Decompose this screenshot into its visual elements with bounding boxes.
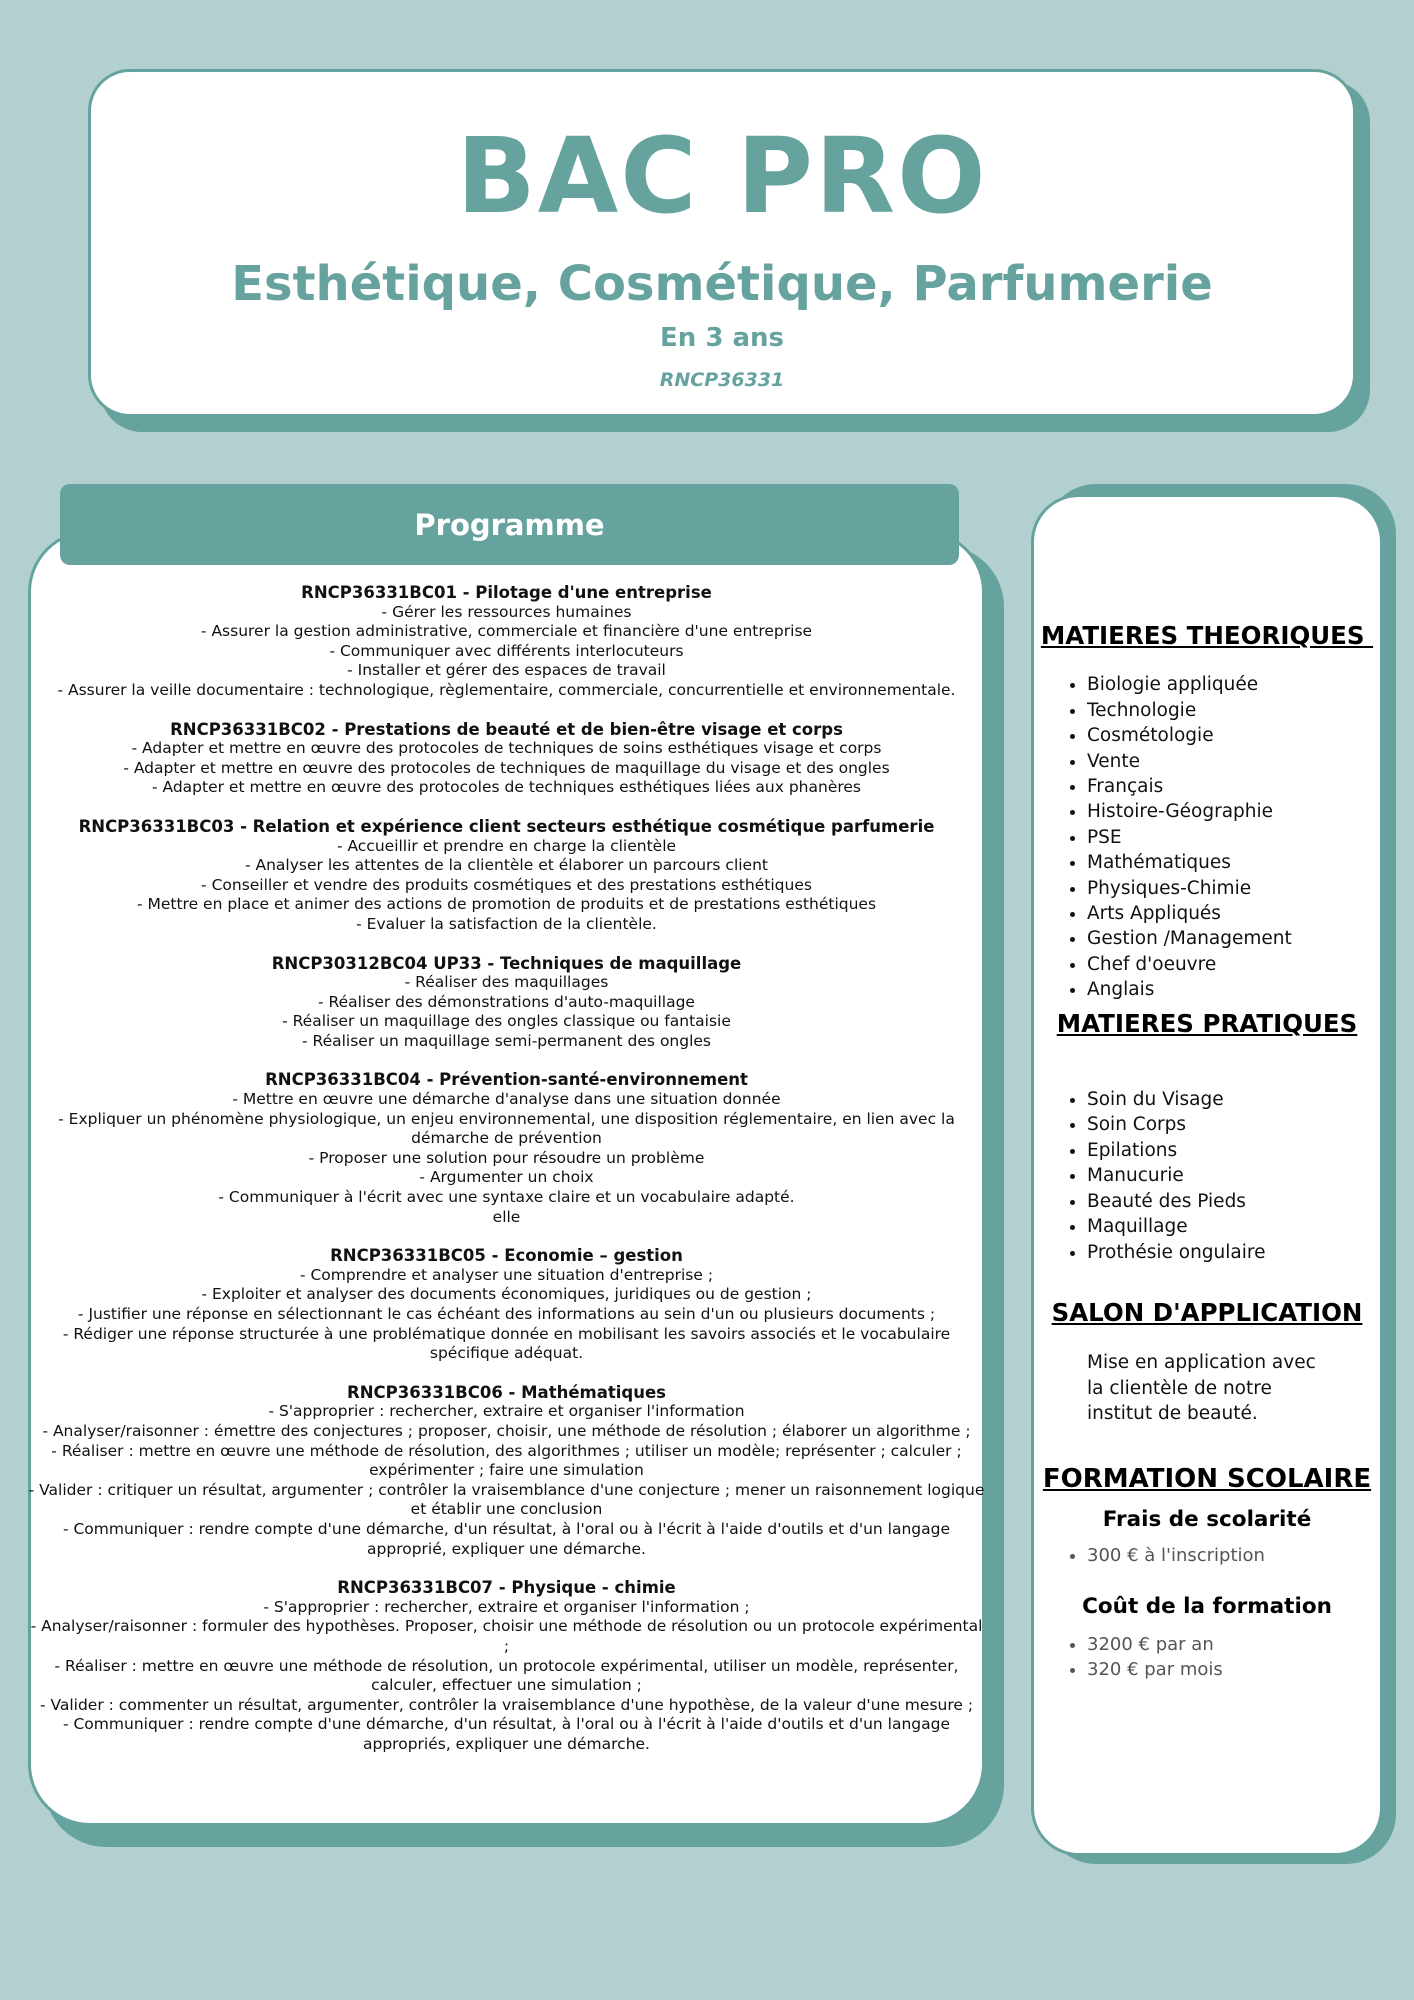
- module-line: - Communiquer avec différents interlocuteurs: [329, 641, 684, 660]
- matiere-pratique-item: • Maquillage: [1087, 1214, 1383, 1239]
- matiere-theorique-item: • Vente: [1087, 749, 1383, 774]
- module-line: - S'approprier : rechercher, extraire et organiser l'information: [268, 1402, 745, 1421]
- header-card: [88, 69, 1356, 417]
- matiere-theorique-item: • Cosmétologie: [1087, 723, 1383, 748]
- cout-item: • 3200 € par an: [1087, 1632, 1383, 1657]
- module-title: RNCP36331BC01 - Pilotage d'une entreprise: [301, 583, 712, 602]
- module-title: RNCP36331BC02 - Prestations de beauté et de bien-être visage et corps: [170, 719, 843, 739]
- module-line: - Réaliser : mettre en œuvre une méthode de résolution, des algorithmes ; utiliser un modèle; représenter ; calculer ; expérimenter ; faire une simulation: [51, 1441, 962, 1480]
- module-line: - Installer et gérer des espaces de travail: [347, 661, 666, 680]
- module-title: RNCP36331BC07 - Physique - chimie: [337, 1578, 676, 1598]
- programme-module: [28, 583, 985, 701]
- programme-module: [28, 817, 985, 935]
- cout-list: [1031, 1632, 1383, 1683]
- module-line: - Communiquer : rendre compte d'une démarche, d'un résultat, à l'oral ou à l'écrit à l'aide d'outils et d'un langage approprié, expliquer une démarche.: [62, 1519, 951, 1558]
- module-title: RNCP36331BC06 - Mathématiques: [347, 1382, 666, 1402]
- module-title: RNCP36331BC03 - Relation et expérience client secteurs esthétique cosmétique parfumerie: [78, 816, 935, 836]
- salon-text: Mise en application avec la clientèle de notre institut de beauté.: [1087, 1352, 1316, 1425]
- module-line: - Conseiller et vendre des produits cosmétiques et des prestations esthétiques: [201, 875, 812, 894]
- matiere-theorique-item: • Mathématiques: [1087, 850, 1383, 875]
- module-line: - Expliquer un phénomène physiologique, un enjeu environnemental, une disposition réglementaire, en lien avec la démarche de prévention: [58, 1109, 955, 1148]
- side-content: [1031, 494, 1383, 1683]
- module-line: - Analyser/raisonner : émettre des conjectures ; proposer, choisir, une méthode de résolution ; élaborer un algorithme ;: [42, 1421, 971, 1440]
- module-line: - Réaliser des maquillages: [404, 973, 609, 992]
- module-line: - Communiquer à l'écrit avec une syntaxe claire et un vocabulaire adapté.: [218, 1188, 795, 1207]
- cout-item: • 320 € par mois: [1087, 1657, 1383, 1682]
- module-line: - Adapter et mettre en œuvre des protocoles de techniques de maquillage du visage et des ongles: [123, 758, 890, 777]
- programme-heading: Programme: [60, 484, 959, 565]
- matiere-theorique-item: • Physiques-Chimie: [1087, 876, 1383, 901]
- matiere-theorique-item: • Français: [1087, 774, 1383, 799]
- module-line: - Accueillir et prendre en charge la clientèle: [336, 836, 677, 855]
- module-line: - Gérer les ressources humaines: [381, 602, 632, 621]
- module-line: - Réaliser des démonstrations d'auto-maquillage: [318, 992, 695, 1011]
- module-line: - Argumenter un choix: [419, 1168, 594, 1187]
- programme-module: [28, 1383, 985, 1559]
- programme-module: [28, 720, 985, 798]
- module-line: - Valider : commenter un résultat, argumenter, contrôler la vraisemblance d'une hypothèse, de la valeur d'une mesure ;: [39, 1695, 974, 1714]
- module-line: - Evaluer la satisfaction de la clientèle.: [356, 914, 657, 933]
- frais-title: Frais de scolarité: [1102, 1506, 1312, 1532]
- module-line: - Rédiger une réponse structurée à une problématique donnée en mobilisant les savoirs associés et le vocabulaire spécifique adéquat.: [62, 1324, 951, 1363]
- frais-list: [1031, 1543, 1383, 1568]
- matiere-pratique-item: • Soin du Visage: [1087, 1087, 1383, 1112]
- module-line: - Adapter et mettre en œuvre des protocoles de techniques de soins esthétiques visage et corps: [131, 739, 882, 758]
- module-line: - Mettre en place et animer des actions de promotion de produits et de prestations esthétiques: [136, 895, 877, 914]
- formation-scolaire-title: FORMATION SCOLAIRE: [1042, 1463, 1372, 1494]
- duration: En 3 ans: [660, 323, 784, 353]
- module-line: - Analyser/raisonner : formuler des hypothèses. Proposer, choisir une méthode de résolution ou un protocole expérimental ;: [30, 1617, 983, 1655]
- programme-module: [28, 1578, 985, 1754]
- module-title: RNCP36331BC04 - Prévention-santé-environnement: [265, 1070, 748, 1090]
- rncp-code: RNCP36331: [659, 368, 785, 391]
- matiere-theorique-item: • Anglais: [1087, 977, 1383, 1002]
- salon-title: SALON D'APPLICATION: [1051, 1297, 1363, 1327]
- module-line: - Réaliser un maquillage semi-permanent des ongles: [301, 1031, 712, 1050]
- matiere-pratique-item: • Beauté des Pieds: [1087, 1189, 1383, 1214]
- module-line: - Réaliser : mettre en œuvre une méthode de résolution, un protocole expérimental, utiliser un modèle, représenter, calculer, effectuer une simulation ;: [54, 1656, 959, 1695]
- matieres-theoriques-list: [1031, 672, 1383, 1002]
- module-line: - Assurer la veille documentaire : technologique, règlementaire, commerciale, concurrentielle et environnementale.: [57, 680, 956, 699]
- module-line: - Comprendre et analyser une situation d'entreprise ;: [299, 1265, 714, 1284]
- matiere-theorique-item: • Gestion /Management: [1087, 926, 1383, 951]
- programme-content: [28, 583, 985, 1773]
- module-title: RNCP30312BC04 UP33 - Techniques de maquillage: [271, 953, 742, 973]
- module-line: - S'approprier : rechercher, extraire et organiser l'information ;: [263, 1597, 750, 1616]
- module-line: - Justifier une réponse en sélectionnant le cas échéant des informations au sein d'un ou plusieurs documents ;: [77, 1305, 936, 1323]
- programme-module: [28, 1246, 985, 1364]
- subtitle: Esthétique, Cosmétique, Parfumerie: [231, 256, 1213, 312]
- module-line: - Réaliser un maquillage des ongles classique ou fantaisie: [282, 1012, 731, 1031]
- module-line: - Analyser les attentes de la clientèle et élaborer un parcours client: [244, 856, 768, 875]
- module-title: RNCP36331BC05 - Economie – gestion: [330, 1246, 683, 1266]
- programme-module: [28, 954, 985, 1052]
- module-line: - Exploiter et analyser des documents économiques, juridiques ou de gestion ;: [201, 1285, 812, 1304]
- module-line: - Mettre en œuvre une démarche d'analyse dans une situation donnée: [232, 1090, 781, 1109]
- module-line: - Proposer une solution pour résoudre un problème: [308, 1148, 705, 1167]
- module-line: - Adapter et mettre en œuvre des protocoles de techniques esthétiques liées aux phanères: [151, 778, 862, 797]
- matiere-theorique-item: • Histoire-Géographie: [1087, 799, 1383, 824]
- module-line: - Communiquer : rendre compte d'une démarche, d'un résultat, à l'oral ou à l'écrit à l'aide d'outils et d'un langage appropriés, expliquer une démarche.: [62, 1715, 951, 1753]
- matiere-pratique-item: • Manucurie: [1087, 1163, 1383, 1188]
- matieres-pratiques-list: [1031, 1087, 1383, 1265]
- matieres-theoriques-title: MATIERES THEORIQUES: [1040, 621, 1374, 650]
- matiere-theorique-item: • Chef d'oeuvre: [1087, 952, 1383, 977]
- matiere-theorique-item: • PSE: [1087, 825, 1383, 850]
- matiere-pratique-item: • Epilations: [1087, 1138, 1383, 1163]
- matiere-theorique-item: • Biologie appliquée: [1087, 672, 1383, 697]
- main-title: BAC PRO: [456, 115, 988, 237]
- programme-module: [28, 1070, 985, 1227]
- matiere-pratique-item: • Soin Corps: [1087, 1112, 1383, 1137]
- module-line: - Valider : critiquer un résultat, argumenter ; contrôler la vraisemblance d'une conjecture ; mener un raisonnement logique et établir une conclusion: [28, 1480, 985, 1519]
- matiere-theorique-item: • Technologie: [1087, 698, 1383, 723]
- module-line: - Assurer la gestion administrative, commerciale et financière d'une entreprise: [200, 622, 813, 641]
- module-line: elle: [492, 1207, 521, 1226]
- matiere-theorique-item: • Arts Appliqués: [1087, 901, 1383, 926]
- cout-title: Coût de la formation: [1082, 1594, 1332, 1620]
- matiere-pratique-item: • Prothésie ongulaire: [1087, 1240, 1383, 1265]
- frais-item: • 300 € à l'inscription: [1087, 1543, 1383, 1568]
- matieres-pratiques-title: MATIERES PRATIQUES: [1056, 1008, 1358, 1038]
